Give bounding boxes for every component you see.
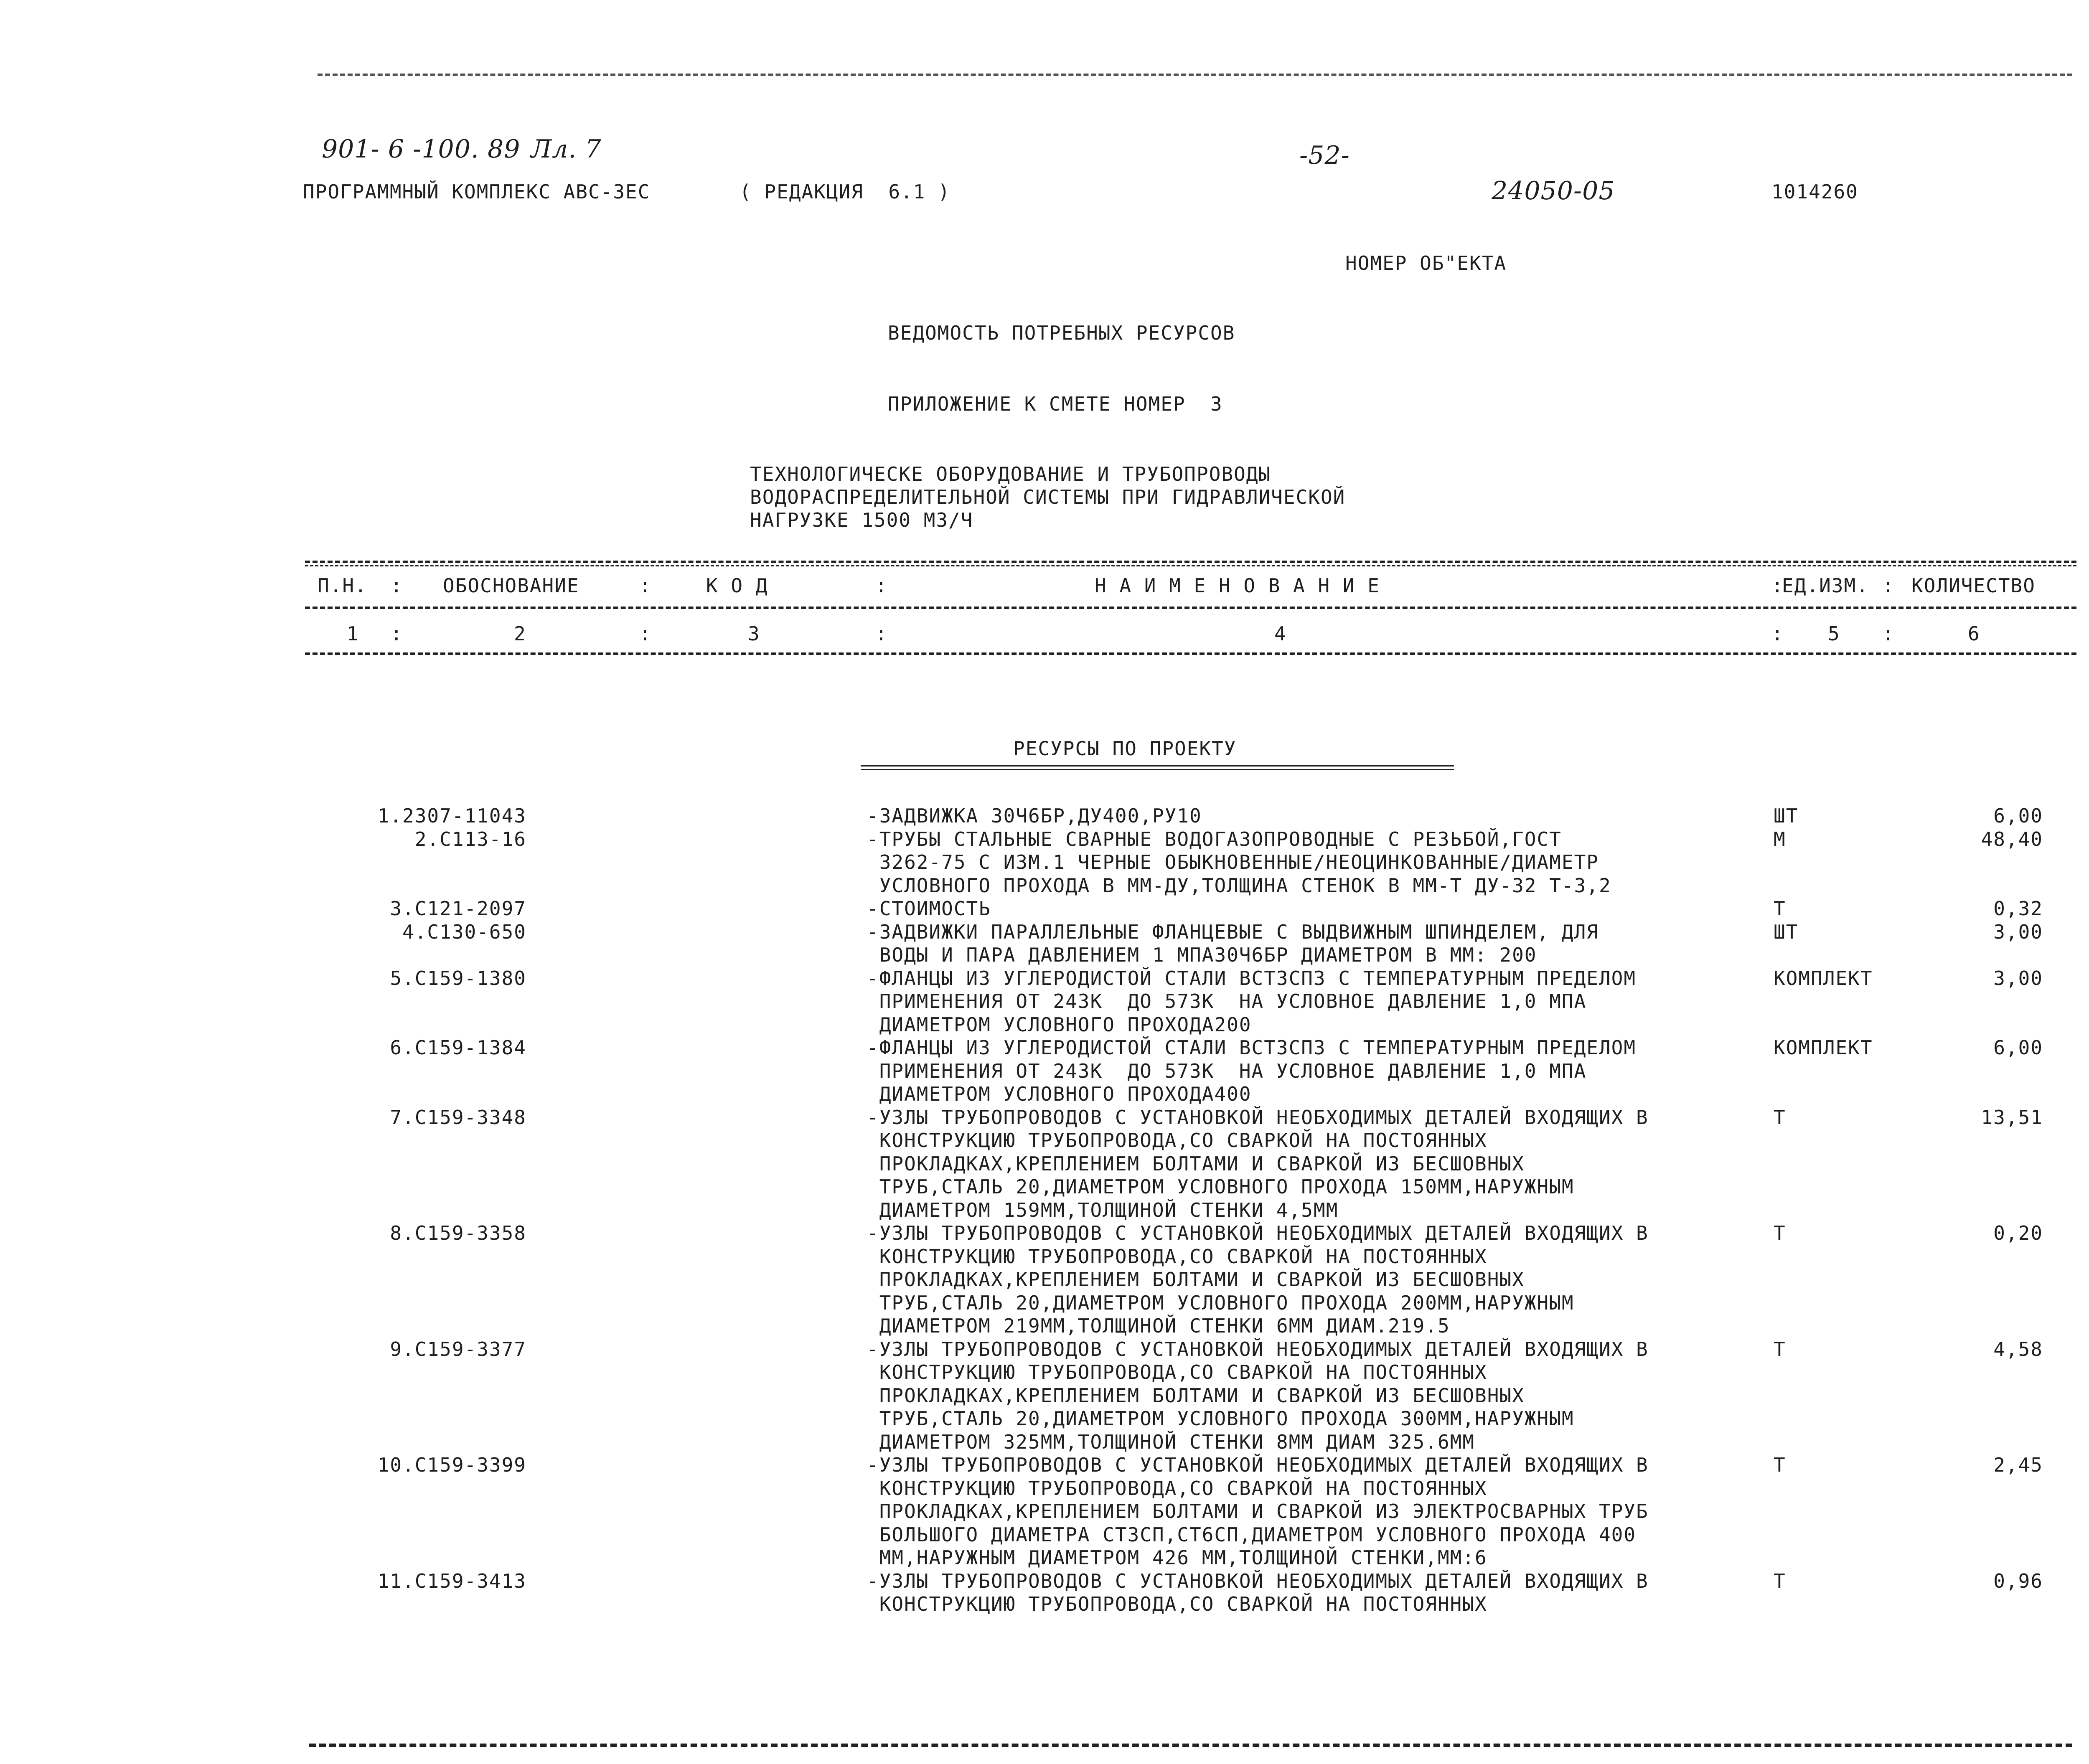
row-name-line: ТРУБ,СТАЛЬ 20,ДИАМЕТРОМ УСЛОВНОГО ПРОХОДА 200ММ,НАРУЖНЫМ <box>867 1291 1574 1314</box>
row-name-line: ПРОКЛАДКАХ,КРЕПЛЕНИЕМ БОЛТАМИ И СВАРКОЙ ИЗ ЭЛЕКТРОСВАРНЫХ ТРУБ <box>867 1500 1649 1523</box>
col-header-qty: КОЛИЧЕСТВО <box>1911 574 2036 597</box>
row-name-line: ВОДЫ И ПАРА ДАВЛЕНИЕМ 1 МПА30Ч6БР ДИАМЕТРОМ В ММ: 200 <box>867 944 1537 966</box>
col-num-2: 2 <box>514 622 526 645</box>
row-unit: Т <box>1774 1222 1786 1244</box>
row-name-line: БОЛЬШОГО ДИАМЕТРА СТ3СП,СТ6СП,ДИАМЕТРОМ УСЛОВНОГО ПРОХОДА 400 <box>867 1523 1637 1546</box>
col-sep: : <box>1771 574 1784 597</box>
table-rule-bottom <box>305 652 2076 655</box>
row-name-line: -ФЛАНЦЫ ИЗ УГЛЕРОДИСТОЙ СТАЛИ ВСТ3СП3 С ТЕМПЕРАТУРНЫМ ПРЕДЕЛОМ <box>867 1036 1637 1059</box>
row-quantity: 13,51 <box>1981 1106 2043 1129</box>
document-title: ВЕДОМОСТЬ ПОТРЕБНЫХ РЕСУРСОВ <box>888 322 1235 344</box>
row-quantity: 6,00 <box>1993 1036 2043 1059</box>
row-quantity: 0,32 <box>1993 897 2043 920</box>
col-sep: : <box>639 574 652 597</box>
subject-line-2: ВОДОРАСПРЕДЕЛИТЕЛЬНОЙ СИСТЕМЫ ПРИ ГИДРАВЛИЧЕСКОЙ <box>750 486 1346 508</box>
row-quantity: 48,40 <box>1981 827 2043 850</box>
row-name-line: ПРИМЕНЕНИЯ ОТ 243К ДО 573К НА УСЛОВНОЕ ДАВЛЕНИЕ 1,0 МПА <box>867 990 1587 1013</box>
row-unit: ШТ <box>1774 805 1799 827</box>
row-code: 11.С159-3413 <box>377 1569 526 1592</box>
row-name-line: -УЗЛЫ ТРУБОПРОВОДОВ С УСТАНОВКОЙ НЕОБХОДИМЫХ ДЕТАЛЕЙ ВХОДЯЩИХ В <box>867 1106 1649 1129</box>
col-header-code: К О Д <box>706 574 768 597</box>
row-code: 5.С159-1380 <box>390 967 526 990</box>
program-name: ПРОГРАММНЫЙ КОМПЛЕКС АВС-3ЕС <box>303 180 651 203</box>
row-name-line: 3262-75 С ИЗМ.1 ЧЕРНЫЕ ОБЫКНОВЕННЫЕ/НЕОЦИНКОВАННЫЕ/ДИАМЕТР <box>867 851 1599 873</box>
row-unit: Т <box>1774 1338 1786 1360</box>
row-quantity: 2,45 <box>1993 1454 2043 1476</box>
row-name-line: -ФЛАНЦЫ ИЗ УГЛЕРОДИСТОЙ СТАЛИ ВСТ3СП3 С ТЕМПЕРАТУРНЫМ ПРЕДЕЛОМ <box>867 967 1637 990</box>
row-name-line: ДИАМЕТРОМ 159ММ,ТОЛЩИНОЙ СТЕНКИ 4,5ММ <box>867 1198 1339 1221</box>
row-code: 3.С121-2097 <box>390 897 526 920</box>
row-name-line: -УЗЛЫ ТРУБОПРОВОДОВ С УСТАНОВКОЙ НЕОБХОДИМЫХ ДЕТАЛЕЙ ВХОДЯЩИХ В <box>867 1569 1649 1592</box>
row-name-line: -СТОИМОСТЬ <box>867 897 991 920</box>
col-sep: : <box>875 574 888 597</box>
row-name-line: ДИАМЕТРОМ 219ММ,ТОЛЩИНОЙ СТЕНКИ 6ММ ДИАМ.219.5 <box>867 1315 1450 1337</box>
row-name-line: ТРУБ,СТАЛЬ 20,ДИАМЕТРОМ УСЛОВНОГО ПРОХОДА 300ММ,НАРУЖНЫМ <box>867 1407 1574 1430</box>
col-num-4: 4 <box>1274 622 1287 645</box>
row-quantity: 3,00 <box>1993 967 2043 990</box>
top-perforation <box>318 74 2072 76</box>
row-code: 6.С159-1384 <box>390 1036 526 1059</box>
col-header-unit: ЕД.ИЗМ. <box>1782 574 1869 597</box>
row-code: 1.2307-11043 <box>377 805 526 827</box>
object-number-label: НОМЕР ОБ"ЕКТА <box>1345 252 1507 274</box>
document-code: 1014260 <box>1771 180 1858 203</box>
row-code: 9.С159-3377 <box>390 1338 526 1360</box>
row-name-line: КОНСТРУКЦИЮ ТРУБОПРОВОДА,СО СВАРКОЙ НА ПОСТОЯННЫХ <box>867 1477 1487 1500</box>
col-header-basis: ОБОСНОВАНИЕ <box>443 574 579 597</box>
section-underline <box>861 765 1454 770</box>
row-code: 8.С159-3358 <box>390 1222 526 1244</box>
row-name-line: ММ,НАРУЖНЫМ ДИАМЕТРОМ 426 ММ,ТОЛЩИНОЙ СТЕНКИ,ММ:6 <box>867 1546 1487 1569</box>
row-quantity: 0,20 <box>1993 1222 2043 1244</box>
edition: ( РЕДАКЦИЯ 6.1 ) <box>740 180 950 203</box>
row-name-line: КОНСТРУКЦИЮ ТРУБОПРОВОДА,СО СВАРКОЙ НА ПОСТОЯННЫХ <box>867 1361 1487 1383</box>
row-name-line: -УЗЛЫ ТРУБОПРОВОДОВ С УСТАНОВКОЙ НЕОБХОДИМЫХ ДЕТАЛЕЙ ВХОДЯЩИХ В <box>867 1454 1649 1476</box>
subject-line-1: ТЕХНОЛОГИЧЕСКЕ ОБОРУДОВАНИЕ И ТРУБОПРОВОДЫ <box>750 463 1271 485</box>
row-code: 4.С130-650 <box>402 920 526 943</box>
row-quantity: 6,00 <box>1993 805 2043 827</box>
col-num-3: 3 <box>748 622 760 645</box>
row-name-line: ПРОКЛАДКАХ,КРЕПЛЕНИЕМ БОЛТАМИ И СВАРКОЙ ИЗ БЕСШОВНЫХ <box>867 1384 1525 1407</box>
subject-line-3: НАГРУЗКЕ 1500 М3/Ч <box>750 509 973 531</box>
row-name-line: КОНСТРУКЦИЮ ТРУБОПРОВОДА,СО СВАРКОЙ НА ПОСТОЯННЫХ <box>867 1129 1487 1152</box>
doc-code-handwritten: 901- 6 -100. 89 <box>322 135 521 164</box>
row-name-line: КОНСТРУКЦИЮ ТРУБОПРОВОДА,СО СВАРКОЙ НА ПОСТОЯННЫХ <box>867 1245 1487 1268</box>
row-name-line: -ТРУБЫ СТАЛЬНЫЕ СВАРНЫЕ ВОДОГАЗОПРОВОДНЫЕ С РЕЗЬБОЙ,ГОСТ <box>867 827 1562 850</box>
row-code: 7.С159-3348 <box>390 1106 526 1129</box>
row-name-line: ДИАМЕТРОМ УСЛОВНОГО ПРОХОДА200 <box>867 1013 1252 1036</box>
row-name-line: -ЗАДВИЖКА 30Ч6БР,ДУ400,РУ10 <box>867 805 1202 827</box>
col-num-5: 5 <box>1828 622 1840 645</box>
col-sep: : <box>1771 622 1784 645</box>
row-name-line: -УЗЛЫ ТРУБОПРОВОДОВ С УСТАНОВКОЙ НЕОБХОДИМЫХ ДЕТАЛЕЙ ВХОДЯЩИХ В <box>867 1222 1649 1244</box>
col-header-pn: П.Н. <box>318 574 367 597</box>
row-unit: Т <box>1774 1454 1786 1476</box>
row-name-line: -УЗЛЫ ТРУБОПРОВОДОВ С УСТАНОВКОЙ НЕОБХОДИМЫХ ДЕТАЛЕЙ ВХОДЯЩИХ В <box>867 1338 1649 1360</box>
table-rule-top2 <box>305 565 2076 566</box>
col-sep: : <box>1882 574 1895 597</box>
row-name-line: КОНСТРУКЦИЮ ТРУБОПРОВОДА,СО СВАРКОЙ НА ПОСТОЯННЫХ <box>867 1593 1487 1615</box>
col-sep: : <box>391 622 403 645</box>
appendix-label: ПРИЛОЖЕНИЕ К СМЕТЕ НОМЕР 3 <box>888 393 1223 415</box>
row-quantity: 3,00 <box>1993 920 2043 943</box>
col-sep: : <box>1882 622 1895 645</box>
bottom-perforation <box>309 1744 2072 1747</box>
row-code: 2.С113-16 <box>414 827 526 850</box>
row-unit: ШТ <box>1774 920 1799 943</box>
col-num-6: 6 <box>1968 622 1980 645</box>
row-quantity: 4,58 <box>1993 1338 2043 1360</box>
row-name-line: ТРУБ,СТАЛЬ 20,ДИАМЕТРОМ УСЛОВНОГО ПРОХОДА 150ММ,НАРУЖНЫМ <box>867 1175 1574 1198</box>
sheet-handwritten: Лл. 7 <box>531 135 602 164</box>
table-rule-mid <box>305 607 2076 609</box>
row-name-line: УСЛОВНОГО ПРОХОДА В ММ-ДУ,ТОЛЩИНА СТЕНОК В ММ-Т ДУ-32 Т-3,2 <box>867 874 1611 897</box>
row-unit: Т <box>1774 897 1786 920</box>
row-name-line: -ЗАДВИЖКИ ПАРАЛЛЕЛЬНЫЕ ФЛАНЦЕВЫЕ С ВЫДВИЖНЫМ ШПИНДЕЛЕМ, ДЛЯ <box>867 920 1599 943</box>
row-name-line: ПРОКЛАДКАХ,КРЕПЛЕНИЕМ БОЛТАМИ И СВАРКОЙ ИЗ БЕСШОВНЫХ <box>867 1152 1525 1175</box>
row-unit: КОМПЛЕКТ <box>1774 1036 1873 1059</box>
row-quantity: 0,96 <box>1993 1569 2043 1592</box>
row-name-line: ДИАМЕТРОМ УСЛОВНОГО ПРОХОДА400 <box>867 1083 1252 1105</box>
row-name-line: ДИАМЕТРОМ 325ММ,ТОЛЩИНОЙ СТЕНКИ 8ММ ДИАМ 325.6ММ <box>867 1430 1475 1453</box>
section-title: РЕСУРСЫ ПО ПРОЕКТУ <box>1013 737 1237 760</box>
row-unit: Т <box>1774 1569 1786 1592</box>
row-name-line: ПРИМЕНЕНИЯ ОТ 243К ДО 573К НА УСЛОВНОЕ ДАВЛЕНИЕ 1,0 МПА <box>867 1059 1587 1082</box>
col-sep: : <box>391 574 403 597</box>
col-sep: : <box>875 622 888 645</box>
order-code-handwritten: 24050-05 <box>1492 176 1615 206</box>
row-code: 10.С159-3399 <box>377 1454 526 1476</box>
col-sep: : <box>639 622 652 645</box>
col-header-name: Н А И М Е Н О В А Н И Е <box>1095 574 1380 597</box>
row-unit: М <box>1774 827 1786 850</box>
row-unit: Т <box>1774 1106 1786 1129</box>
row-name-line: ПРОКЛАДКАХ,КРЕПЛЕНИЕМ БОЛТАМИ И СВАРКОЙ ИЗ БЕСШОВНЫХ <box>867 1268 1525 1291</box>
col-num-1: 1 <box>347 622 359 645</box>
page-number: -52- <box>1299 141 1350 170</box>
row-unit: КОМПЛЕКТ <box>1774 967 1873 990</box>
table-rule-top <box>305 561 2076 563</box>
